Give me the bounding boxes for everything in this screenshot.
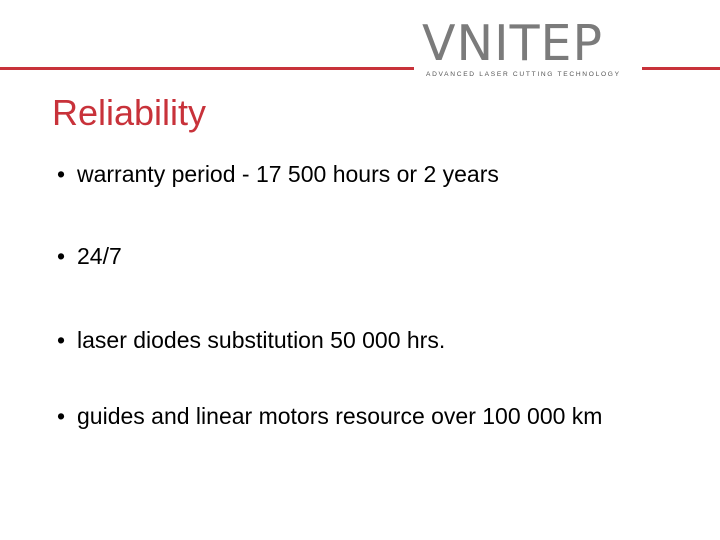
logo-wordmark: VNITEP [422,15,604,72]
logo-tagline: ADVANCED LASER CUTTING TECHNOLOGY [426,71,621,78]
bullet-dot: • [57,243,66,269]
bullet-dot: • [57,403,66,429]
bullet-item [55,242,695,270]
header-rule-left [0,67,414,70]
bullet-dot: • [57,161,66,187]
header-rule-right [642,67,720,70]
bullet-item [55,326,695,354]
bullet-text: warranty period - 17 500 hours or 2 years [77,161,499,187]
bullet-item [55,402,695,430]
vnitep-logo [414,15,642,86]
bullet-text: guides and linear motors resource over 100 000 km [77,403,603,429]
bullet-text: laser diodes substitution 50 000 hrs. [77,327,446,353]
slide-title: Reliability [52,92,207,133]
bullet-dot: • [57,327,66,353]
bullet-item [55,160,695,188]
bullet-text: 24/7 [77,243,122,269]
